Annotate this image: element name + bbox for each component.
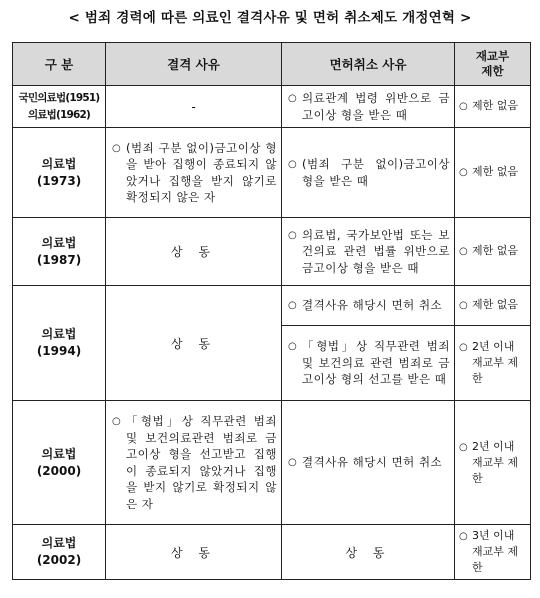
limit-cell bbox=[455, 401, 531, 525]
table-row-1973 bbox=[13, 128, 531, 218]
limit-cell bbox=[455, 525, 531, 580]
limit-text: 제한 없음 bbox=[472, 298, 519, 311]
revocation-text: 의료관계 법령 위반으로 금고이상 형을 받은 때 bbox=[302, 91, 450, 122]
bullet-icon: ○ bbox=[459, 246, 468, 257]
limit-cell bbox=[455, 286, 531, 326]
bullet-icon: ○ bbox=[112, 416, 121, 427]
table-row-2002 bbox=[13, 525, 531, 580]
bullet-icon: ○ bbox=[459, 441, 468, 453]
table-row-1994-a bbox=[13, 286, 531, 326]
limit-text: 3년 이내 재교부 제한 bbox=[472, 529, 519, 574]
limit-text: 2년 이내 재교부 제한 bbox=[472, 439, 519, 485]
disqualification-text: 「형법」상 직무관련 범죄 및 보건의료관련 범죄로 금고이상 형을 선고받고 집행이 종료되지 않았거나 집행을 받지 않기로 확정되지 않은 자 bbox=[126, 414, 277, 511]
law-cell: 의료법 (1987) bbox=[13, 218, 106, 286]
header-category: 구 분 bbox=[13, 43, 106, 86]
revocation-cell bbox=[282, 326, 455, 401]
revocation-cell bbox=[282, 286, 455, 326]
revocation-text: 결격사유 해당시 면허 취소 bbox=[302, 455, 443, 470]
revocation-same-cell: 상 동 bbox=[282, 525, 455, 580]
revocation-cell bbox=[282, 86, 455, 128]
limit-cell bbox=[455, 86, 531, 128]
revocation-text: 「형법」상 직무관련 범죄 및 보건의료 관련 범죄로 금고이상 형의 선고를 받은 때 bbox=[302, 339, 450, 387]
disqualification-same-cell: 상 동 bbox=[106, 525, 282, 580]
table-row-1962 bbox=[13, 86, 531, 128]
revision-history-table bbox=[12, 42, 531, 580]
law-cell: 의료법 (2000) bbox=[13, 401, 106, 525]
revocation-cell bbox=[282, 401, 455, 525]
law-cell: 국민의료법(1951) 의료법(1962) bbox=[13, 86, 106, 128]
law-cell: 의료법 (1973) bbox=[13, 128, 106, 218]
limit-cell bbox=[455, 326, 531, 401]
limit-cell bbox=[455, 128, 531, 218]
limit-cell bbox=[455, 218, 531, 286]
disqualification-cell bbox=[106, 128, 282, 218]
table-row-2000 bbox=[13, 401, 531, 525]
header-revocation: 면허취소 사유 bbox=[282, 43, 455, 86]
disqualification-cell bbox=[106, 401, 282, 525]
revocation-text: (범죄 구분 없이)금고이상 형을 받은 때 bbox=[302, 157, 450, 188]
disqualification-same-cell: 상 동 bbox=[106, 286, 282, 401]
bullet-icon: ○ bbox=[288, 299, 297, 311]
bullet-icon: ○ bbox=[288, 229, 297, 241]
bullet-icon: ○ bbox=[288, 93, 297, 104]
law-cell: 의료법 (2002) bbox=[13, 525, 106, 580]
bullet-icon: ○ bbox=[459, 101, 468, 112]
revocation-cell bbox=[282, 218, 455, 286]
table-row-1987 bbox=[13, 218, 531, 286]
header-disqualification: 결격 사유 bbox=[106, 43, 282, 86]
header-row bbox=[13, 43, 531, 86]
bullet-icon: ○ bbox=[288, 159, 297, 170]
limit-text: 제한 없음 bbox=[472, 99, 519, 112]
disqualification-text: (범죄 구분 없이)금고이상 형을 받아 집행이 종료되지 않았거나 집행을 받지 않기로 확정되지 않은 자 bbox=[126, 140, 277, 204]
law-cell: 의료법 (1994) bbox=[13, 286, 106, 401]
bullet-icon: ○ bbox=[459, 300, 468, 311]
disqualification-same-cell: 상 동 bbox=[106, 218, 282, 286]
revocation-text: 의료법, 국가보안법 또는 보건의료 관련 법률 위반으로 금고이상 형을 받은 때 bbox=[302, 227, 450, 275]
bullet-icon: ○ bbox=[459, 167, 468, 178]
bullet-icon: ○ bbox=[288, 456, 297, 468]
disqualification-cell: - bbox=[106, 86, 282, 128]
revocation-text: 결격사유 해당시 면허 취소 bbox=[302, 297, 443, 312]
bullet-icon: ○ bbox=[288, 341, 297, 353]
bullet-icon: ○ bbox=[459, 342, 468, 353]
revocation-cell bbox=[282, 128, 455, 218]
limit-text: 제한 없음 bbox=[472, 244, 519, 257]
limit-text: 2년 이내 재교부 제한 bbox=[472, 340, 519, 385]
bullet-icon: ○ bbox=[459, 531, 468, 542]
limit-text: 제한 없음 bbox=[472, 165, 519, 178]
header-limit: 재교부 제한 bbox=[455, 43, 531, 86]
bullet-icon: ○ bbox=[112, 142, 121, 154]
document-title: < 범죄 경력에 따른 의료인 결격사유 및 면허 취소제도 개정연혁 > bbox=[68, 10, 472, 26]
